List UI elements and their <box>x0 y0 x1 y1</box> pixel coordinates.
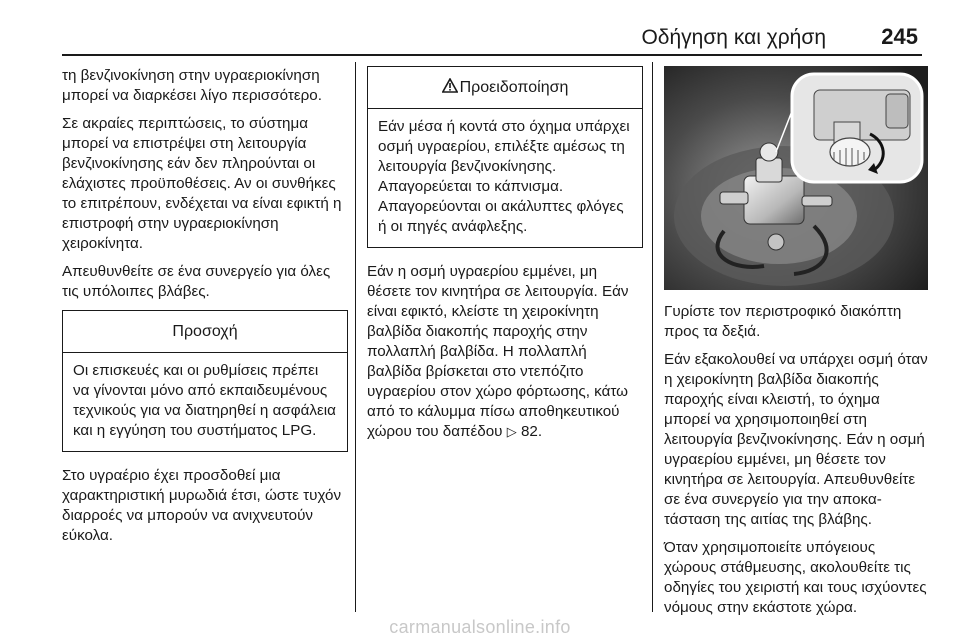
warning-box <box>367 66 643 248</box>
column-3 <box>664 66 928 626</box>
paragraph: τη βενζινοκίνηση στην υγραεριοκίνηση μπορεί να διαρκέσει λίγο περισσότερο. <box>62 67 322 104</box>
column-2 <box>367 66 643 450</box>
site-watermark: carmanualsonline.info <box>389 617 571 637</box>
paragraph: Όταν χρησιμοποιείτε υπόγειους χώρους στάθμευσης, ακολουθείτε τις οδηγίες του χειριστή και τους ισχύοντες νόμους στην εκάστοτε χώρα. <box>664 539 927 616</box>
column-divider <box>355 62 356 612</box>
paragraph: Εάν η οσμή υγραερίου εμμένει, μη θέσετε τον κινητήρα σε λειτουργία. Εάν είναι εφικτό, κλείστε τη χειροκίνητη βαλβίδα διακοπής παροχής στην πολλαπλή βαλβίδα. Η πολλαπλή βαλβίδα βρίσκεται στο ντεπόζιτο υγραερίου στον χώρο φόρτωσης, κάτω από το κάλυμμα πίσω αποθηκευτικού χώρου του δαπέδου ▷ 82. <box>367 263 629 440</box>
lpg-valve-illustration <box>664 66 928 290</box>
header-divider <box>62 54 922 56</box>
paragraph: Στο υγραέριο έχει προσδοθεί μια χαρακτηριστική μυρωδιά έτσι, ώστε τυχόν διαρροές να μπορούν να ανιχνευτούν εύκολα. <box>62 467 342 544</box>
paragraph: Σε ακραίες περιπτώσεις, το σύστημα μπορεί να επιστρέψει στη λειτουργία βενζινοκίνησης εάν δεν πληρούνται οι ελάχιστες προϋποθέσεις. Αν οι συνθήκες το επιτρέπουν, ενδέχεται να είναι εφικτή η επιστροφή στην υγραεριοκίνηση χειροκίνητα. <box>62 115 342 252</box>
caution-box <box>62 310 348 452</box>
caution-title: Προσοχή <box>63 311 347 353</box>
column-1 <box>62 66 348 554</box>
column-divider <box>652 62 653 612</box>
page-number: 245 <box>881 24 918 49</box>
warning-header <box>368 67 642 109</box>
paragraph: Εάν εξακολουθεί να υπάρχει οσμή όταν η χειροκίνητη βαλβίδα διακοπής παροχής είναι κλειστή, το όχημα μπορεί να χρησιμοποιηθεί στη λειτουργία βενζινοκίνησης. Εάν η οσμή υγραερίου εμμένει, μη θέσετε τον κινητήρα σε λειτουργία. Απευθυνθείτε σε ένα συνεργείο για την αποκατάσταση της αιτίας της βλάβης. <box>664 351 928 528</box>
page-reference-icon: ▷ <box>506 424 517 439</box>
warning-triangle-icon <box>442 78 458 93</box>
page-reference-link[interactable]: 82. <box>520 423 543 440</box>
warning-body: Εάν μέσα ή κοντά στο όχημα υπάρχει οσμή υγραερίου, επιλέξτε αμέσως τη λειτουργία βενζινοκίνησης. Απαγορεύεται το κάπνισμα. Απαγορεύονται οι ακάλυπτες φλόγες ή οι πηγές ανάφλεξης. <box>378 118 630 235</box>
page-header-title: Οδήγηση και χρήση <box>641 26 826 49</box>
caution-body: Οι επισκευές και οι ρυθμίσεις πρέπει να γίνονται μόνο από εκπαιδευμένους τεχνικούς για να διατηρηθεί η ασφάλεια και η εγγύηση του συστήματος LPG. <box>73 362 336 439</box>
paragraph: Γυρίστε τον περιστροφικό διακόπτη προς τα δεξιά. <box>664 303 902 340</box>
warning-title: Προειδοποίηση <box>459 79 569 96</box>
paragraph: Απευθυνθείτε σε ένα συνεργείο για όλες τις υπόλοιπες βλάβες. <box>62 263 331 300</box>
